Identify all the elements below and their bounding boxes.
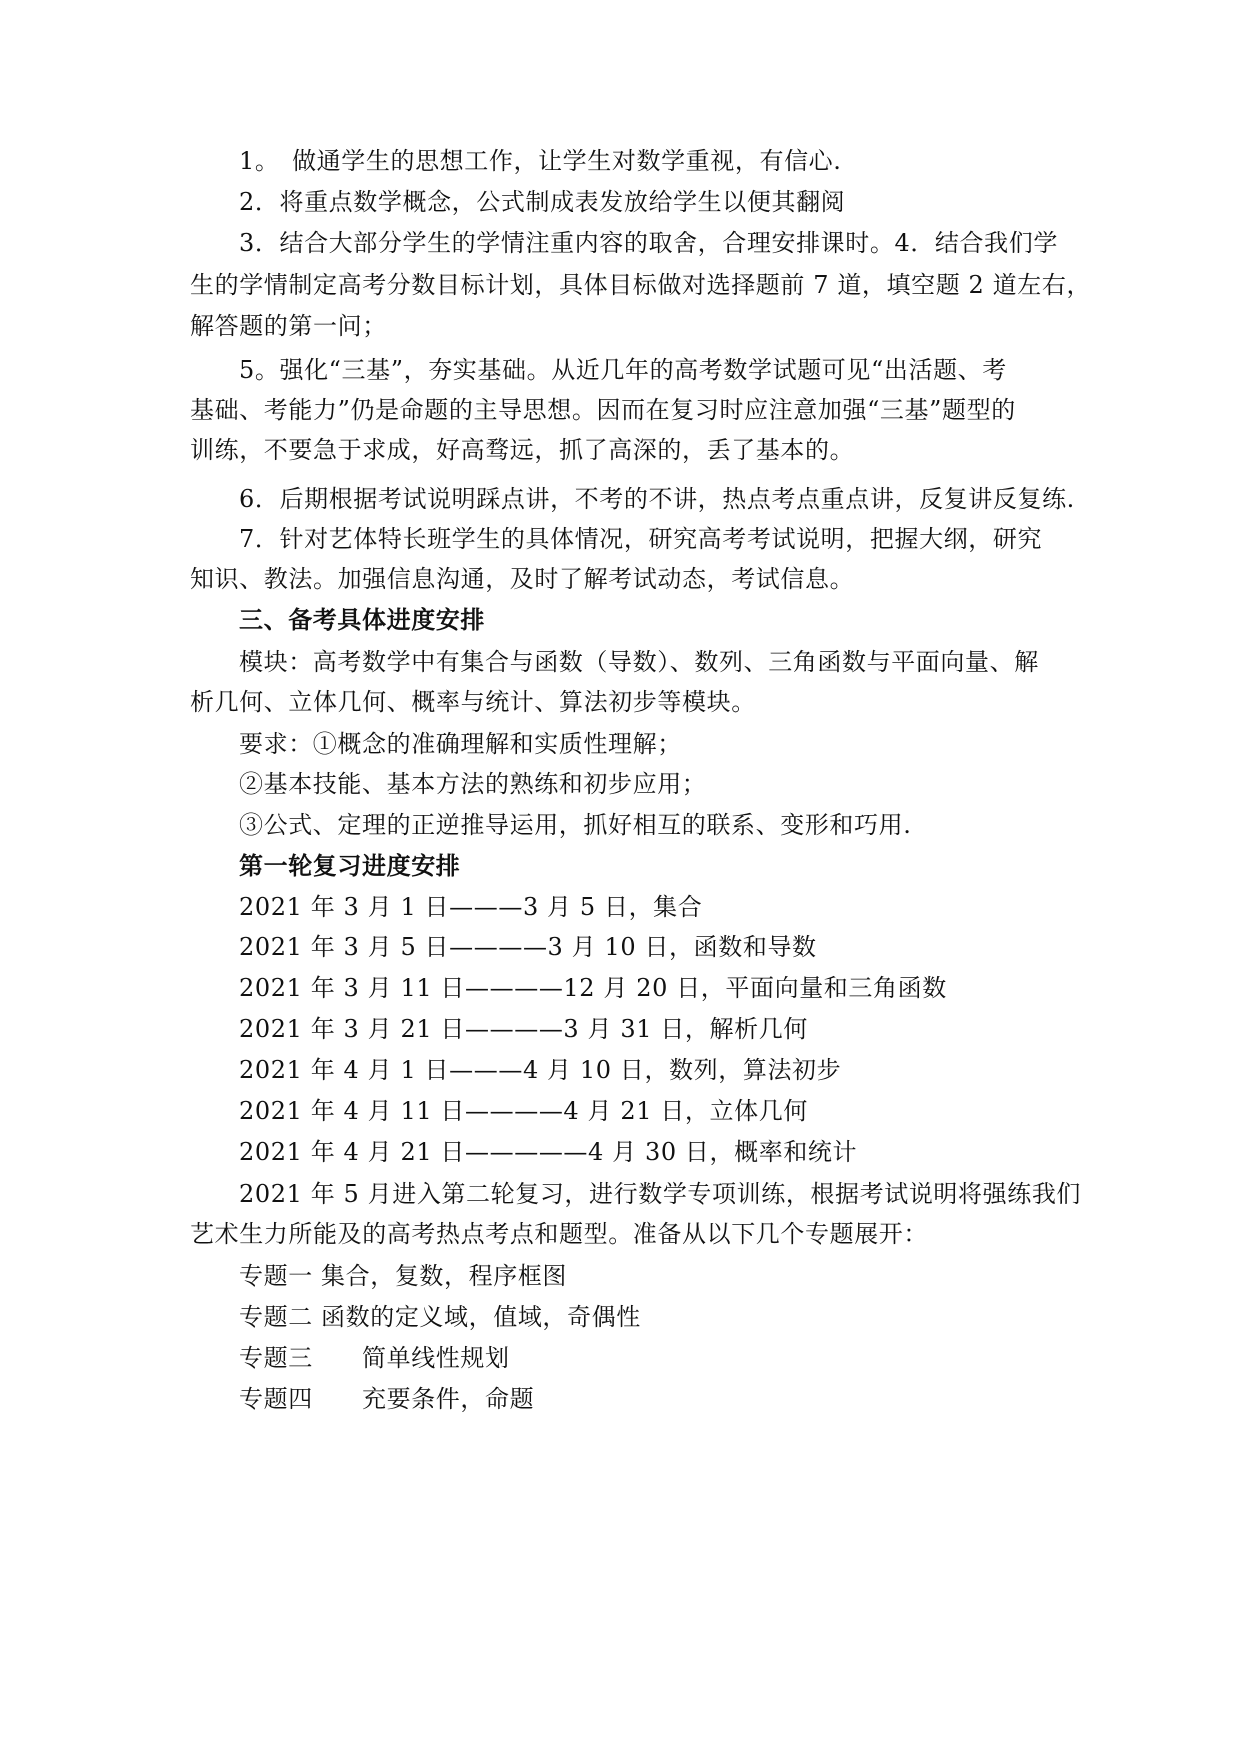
paragraph-line: 7．针对艺体特长班学生的具体情况，研究高考考试说明，把握大纲，研究 — [239, 525, 1043, 553]
section-heading: 三、备考具体进度安排 — [239, 605, 485, 634]
schedule-line: 2021 年 3 月 5 日————3 月 10 日，函数和导数 — [239, 933, 817, 961]
topic-line: 专题一 集合，复数，程序框图 — [239, 1262, 568, 1290]
paragraph-line: 2021 年 5 月进入第二轮复习，进行数学专项训练，根据考试说明将强练我们 — [239, 1180, 1082, 1208]
schedule-line: 2021 年 4 月 1 日———4 月 10 日，数列，算法初步 — [239, 1056, 842, 1084]
paragraph-line: ③公式、定理的正逆推导运用，抓好相互的联系、变形和巧用. — [239, 811, 912, 839]
paragraph-line: 3．结合大部分学生的学情注重内容的取舍，合理安排课时。4．结合我们学 — [239, 229, 1058, 257]
schedule-line: 2021 年 3 月 11 日————12 月 20 日，平面向量和三角函数 — [239, 974, 947, 1002]
paragraph-line: 训练，不要急于求成，好高骛远，抓了高深的，丢了基本的。 — [190, 436, 855, 464]
schedule-line: 2021 年 3 月 1 日———3 月 5 日，集合 — [239, 893, 703, 921]
paragraph-line: 解答题的第一问； — [190, 312, 387, 340]
paragraph-line: 要求：①概念的准确理解和实质性理解； — [239, 730, 682, 758]
paragraph-line: 1。 做通学生的思想工作，让学生对数学重视，有信心. — [239, 147, 842, 175]
paragraph-line: 艺术生力所能及的高考热点考点和题型。准备从以下几个专题展开： — [190, 1220, 928, 1248]
paragraph-line: 析几何、立体几何、概率与统计、算法初步等模块。 — [190, 688, 756, 716]
paragraph-line: 生的学情制定高考分数目标计划，具体目标做对选择题前 7 道，填空题 2 道左右， — [190, 271, 1092, 299]
schedule-line: 2021 年 4 月 21 日—————4 月 30 日，概率和统计 — [239, 1138, 858, 1166]
paragraph-line: 知识、教法。加强信息沟通，及时了解考试动态，考试信息。 — [190, 565, 855, 593]
paragraph-line: 模块：高考数学中有集合与函数（导数）、数列、三角函数与平面向量、解 — [239, 648, 1039, 676]
subsection-heading: 第一轮复习进度安排 — [239, 851, 461, 880]
paragraph-line: 2．将重点数学概念，公式制成表发放给学生以便其翻阅 — [239, 188, 846, 216]
topic-line: 专题二 函数的定义域，值域，奇偶性 — [239, 1303, 641, 1331]
paragraph-line: ②基本技能、基本方法的熟练和初步应用； — [239, 770, 707, 798]
topic-line: 专题三 简单线性规划 — [239, 1344, 510, 1372]
topic-line: 专题四 充要条件，命题 — [239, 1385, 535, 1413]
paragraph-line: 基础、考能力”仍是命题的主导思想。因而在复习时应注意加强“三基”题型的 — [190, 396, 1016, 424]
schedule-line: 2021 年 3 月 21 日————3 月 31 日，解析几何 — [239, 1015, 808, 1043]
paragraph-line: 6．后期根据考试说明踩点讲，不考的不讲，热点考点重点讲，反复讲反复练. — [239, 485, 1075, 513]
paragraph-line: 5。强化“三基”，夯实基础。从近几年的高考数学试题可见“出活题、考 — [239, 356, 1007, 384]
schedule-line: 2021 年 4 月 11 日————4 月 21 日，立体几何 — [239, 1097, 808, 1125]
